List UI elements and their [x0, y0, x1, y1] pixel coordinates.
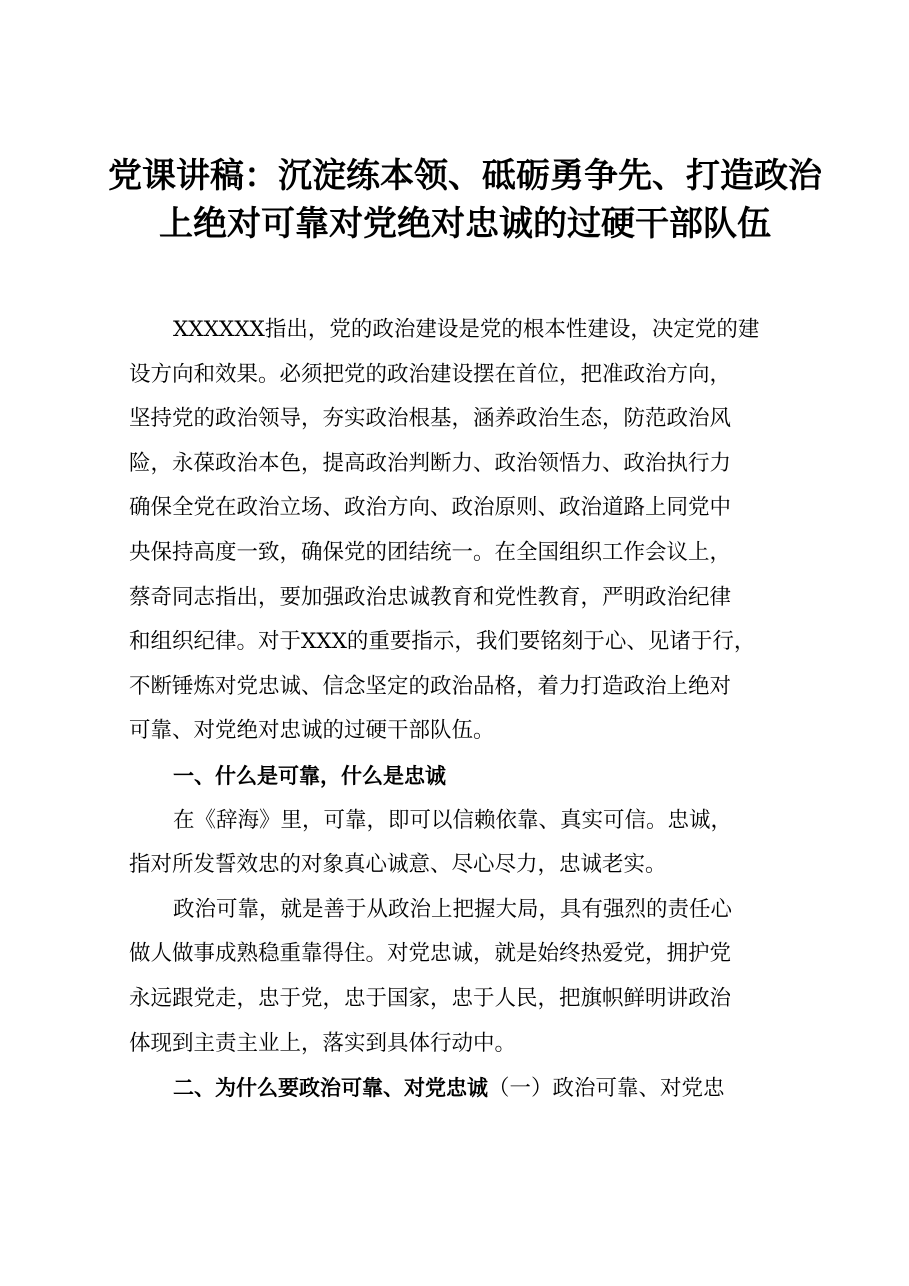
paragraph-line: 险，永葆政治本色，提高政治判断力、政治领悟力、政治执行力 — [129, 450, 732, 476]
paragraph-line: 指对所发誓效忠的对象真心诚意、尽心尽力，忠诚老实。 — [129, 852, 667, 878]
title-line-2: 上绝对可靠对党绝对忠诚的过硬干部队伍 — [159, 204, 771, 244]
paragraph-line: 坚持党的政治领导，夯实政治根基，涵养政治生态，防范政治风 — [129, 406, 732, 432]
paragraph-line: 确保全党在政治立场、政治方向、政治原则、政治道路上同党中 — [129, 495, 732, 521]
document-body — [129, 308, 819, 1111]
paragraph-2 — [129, 799, 819, 888]
paragraph-line: 体现到主责主业上，落实到具体行动中。 — [129, 1030, 517, 1056]
paragraph-line: 政治可靠，就是善于从政治上把握大局，具有强烈的责任心 — [173, 896, 733, 922]
section-heading-2 — [129, 1066, 819, 1111]
paragraph-line: 设方向和效果。必须把党的政治建设摆在首位，把准政治方向， — [129, 361, 732, 387]
paragraph-line: 可靠、对党绝对忠诚的过硬干部队伍。 — [129, 718, 495, 744]
paragraph-line: 永远跟党走，忠于党，忠于国家，忠于人民，把旗帜鲜明讲政治 — [129, 985, 732, 1011]
paragraph-line: 央保持高度一致，确保党的团结统一。在全国组织工作会议上， — [129, 539, 732, 565]
paragraph-line: 不断锤炼对党忠诚、信念坚定的政治品格，着力打造政治上绝对 — [129, 673, 732, 699]
document-title — [100, 152, 830, 248]
section-heading-1: 一、什么是可靠，什么是忠诚 — [173, 763, 446, 788]
section-heading-2-rest: （一）政治可靠、对党忠 — [488, 1076, 725, 1102]
paragraph-line: 在《辞海》里，可靠，即可以信赖依靠、真实可信。忠诚， — [173, 807, 733, 833]
paragraph-line: 和组织纪律。对于XXX的重要指示，我们要铭刻于心、见诸于行， — [129, 629, 756, 655]
paragraph-line: 做人做事成熟稳重靠得住。对党忠诚，就是始终热爱党，拥护党 — [129, 941, 732, 967]
section-heading-2-bold: 二、为什么要政治可靠、对党忠诚 — [173, 1076, 488, 1101]
title-line-1: 党课讲稿：沉淀练本领、砥砺勇争先、打造政治 — [108, 156, 822, 196]
paragraph-1 — [129, 308, 819, 754]
paragraph-line: XXXXXX指出，党的政治建设是党的根本性建设，决定党的建 — [173, 317, 760, 342]
paragraph-3 — [129, 888, 819, 1066]
paragraph-line: 蔡奇同志指出，要加强政治忠诚教育和党性教育，严明政治纪律 — [129, 584, 732, 610]
